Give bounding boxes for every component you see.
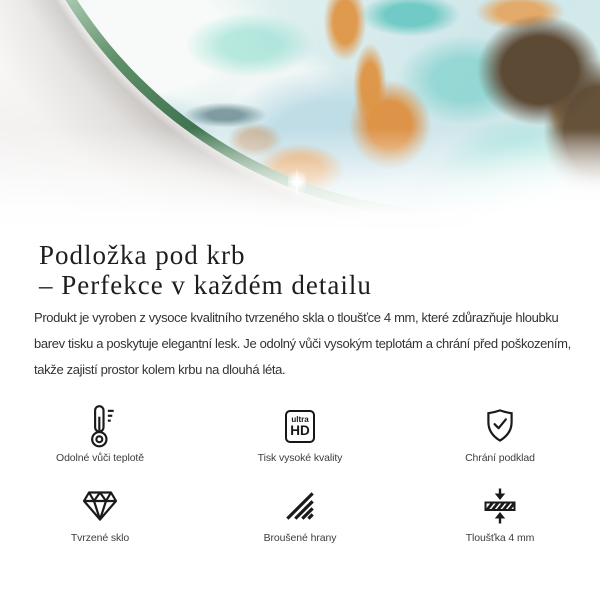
feature-ground-edges: [200, 483, 400, 545]
shield-check-icon: [485, 403, 515, 449]
page-title-line1: Podložka pod krb: [39, 240, 246, 270]
feature-heat-resistant: [0, 403, 200, 465]
feature-grid: [0, 403, 600, 545]
page-title: [39, 240, 570, 300]
feature-tempered-glass: [0, 483, 200, 545]
feature-label: Odolné vůči teplotě: [56, 452, 144, 464]
diamond-icon: [82, 483, 118, 529]
thermometer-icon: [85, 403, 115, 449]
feature-label: Tisk vysoké kvality: [257, 452, 343, 464]
thickness-icon: [482, 483, 518, 529]
feature-protects-surface: [400, 403, 600, 465]
feature-print-quality: [200, 403, 400, 465]
photo-white-fade: [0, 0, 600, 232]
feature-label: Tvrzené sklo: [70, 532, 130, 544]
feature-label: Tloušťka 4 mm: [465, 532, 535, 544]
feature-label: Chrání podklad: [465, 452, 535, 464]
product-photo: [0, 0, 600, 232]
feature-label: Broušené hrany: [263, 532, 337, 544]
beveled-edges-icon: [285, 483, 315, 529]
ultra-hd-icon: ultra HD: [285, 403, 315, 449]
page-title-line2: – Perfekce v každém detailu: [39, 270, 372, 300]
feature-thickness: [400, 483, 600, 545]
product-description: Produkt je vyroben z vysoce kvalitního tvrzeného skla o tloušťce 4 mm, které zdůrazňuje hloubku barev tisku a poskytuje elegantní lesk. Je odolný vůči vysokým teplotám a chrání před poškozením, takže zajistí prostor kolem krbu na dlouhá léta.: [34, 310, 571, 377]
